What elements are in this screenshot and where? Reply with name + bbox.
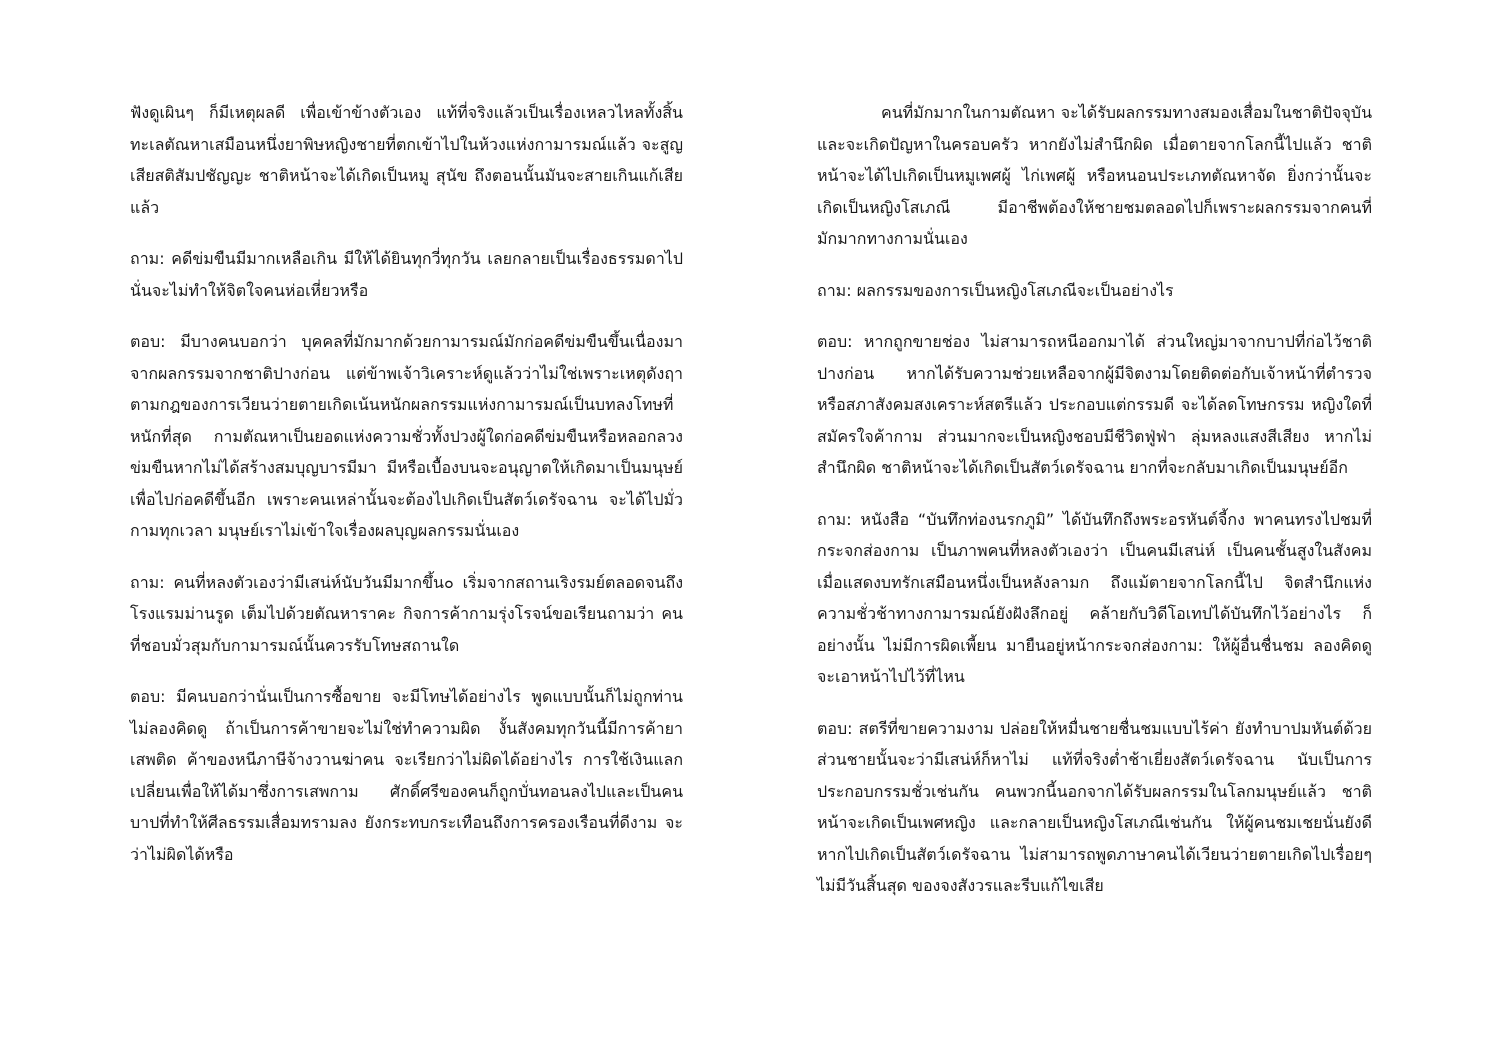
right-page [817,0,1372,1059]
right-paragraph-4-question: ถาม: หนังสือ “บันทึกท่องนรกภูมิ” ได้บันทึกถึงพระอรหันต์จี้กง พาคนทรงไปชมที่กระจกส่องกาม เป็นภาพคนที่หลงตัวเองว่า เป็นคนมีเสน่ห์ เป็นคนชั้นสูงในสังคม เมื่อแสดงบทรักเสมือนหนึ่งเป็นหลังลามก ถึงแม้ตายจากโลกนี้ไป จิตสำนึกแห่งความชั่วช้าทางกามารมณ์ยังฝังลึกอยู่ คล้ายกับวิดีโอเทปได้บันทึกไว้อย่างไร ก็อย่างนั้น ไม่มีการผิดเพี้ยน มายืนอยู่หน้ากระจกส่องกาม: ให้ผู้อื่นชื่นชม ลองคิดดู จะเอาหน้าไปไว้ที่ไหน [817,509,1372,686]
left-paragraph-2-question: ถาม: คดีข่มขืนมีมากเหลือเกิน มีให้ได้ยินทุกวี่ทุกวัน เลยกลายเป็นเรื่องธรรมดาไป นั่นจะไม่ทำให้จิตใจคนห่อเหี่ยวหรือ [130,249,683,300]
right-paragraph-3-answer: ตอบ: หากถูกขายช่อง ไม่สามารถหนีออกมาได้ ส่วนใหญ่มาจากบาปที่ก่อไว้ชาติปางก่อน หากได้รับความช่วยเหลือจากผู้มีจิตงามโดยติดต่อกับเจ้าหน้าที่ตำรวจหรือสภาสังคมสงเคราะห์สตรีแล้ว ประกอบแต่กรรมดี จะได้ลดโทษกรรม หญิงใดที่สมัครใจค้ากาม ส่วนมากจะเป็นหญิงชอบมีชีวิตฟู่ฟ่า ลุ่มหลงแสงสีเสียง หากไม่สำนึกผิด ชาติหน้าจะได้เกิดเป็นสัตว์เดรัจฉาน ยากที่จะกลับมาเกิดเป็นมนุษย์อีก [817,332,1372,477]
right-page-text-column [817,0,1372,902]
right-paragraph-2-question: ถาม: ผลกรรมของการเป็นหญิงโสเภณีจะเป็นอย่างไร [817,280,1174,300]
left-paragraph-3-answer: ตอบ: มีบางคนบอกว่า บุคคลที่มักมากด้วยกามารมณ์มักก่อคดีข่มขืนขึ้นเนื่องมาจากผลกรรมจากชาติปางก่อน แต่ข้าพเจ้าวิเคราะห์ดูแล้วว่าไม่ใช่เพราะเหตุดังฤา ตามกฎของการเวียนว่ายตายเกิดเน้นหนักผลกรรมแห่งกามารมณ์เป็นบทลงโทษที่หนักที่สุด กามตัณหาเป็นยอดแห่งความชั่วทั้งปวงผู้ใดก่อคดีข่มขืนหรือหลอกลวงข่มขืนหากไม่ได้สร้างสมบุญบารมีมา มีหรือเบื้องบนจะอนุญาตให้เกิดมาเป็นมนุษย์เพื่อไปก่อคดีขึ้นอีก เพราะคนเหล่านั้นจะต้องไปเกิดเป็นสัตว์เดรัจฉาน จะได้ไปมั่วกามทุกเวลา มนุษย์เราไม่เข้าใจเรื่องผลบุญผลกรรมนั่นเอง [130,332,683,540]
left-paragraph-4-question: ถาม: คนที่หลงตัวเองว่ามีเสน่ห์นับวันมีมากขึ้น๐ เริ่มจากสถานเริงรมย์ตลอดจนถึงโรงแรมม่านรูด เต็มไปด้วยตัณหาราคะ กิจการค้ากามรุ่งโรจน์ขอเรียนถามว่า คนที่ชอบมั่วสุมกับกามารมณ์นั้นควรรับโทษสถานใด [130,572,683,655]
right-paragraph-5-answer: ตอบ: สตรีที่ขายความงาม ปล่อยให้หมื่นชายชื่นชมแบบไร้ค่า ยังทำบาปมหันต์ด้วย ส่วนชายนั้นจะว่ามีเสน่ห์ก็หาไม่ แท้ที่จริงต่ำช้าเยี่ยงสัตว์เดรัจฉาน นับเป็นการประกอบกรรมชั่วเช่นกัน คนพวกนี้นอกจากได้รับผลกรรมในโลกมนุษย์แล้ว ชาติหน้าจะเกิดเป็นเพศหญิง และกลายเป็นหญิงโสเภณีเช่นกัน ให้ผู้คนชมเชยนั่นยังดี หากไปเกิดเป็นสัตว์เดรัจฉาน ไม่สามารถพูดภาษาคนได้เวียนว่ายตายเกิดไปเรื่อยๆ ไม่มีวันสิ้นสุด ของจงสังวรและรีบแก้ไขเสีย [817,718,1372,895]
right-paragraph-1: คนที่มักมากในกามตัณหา จะได้รับผลกรรมทางสมองเสื่อมในชาติปัจจุบัน และจะเกิดปัญหาในครอบครัว หากยังไม่สำนึกผิด เมื่อตายจากโลกนี้ไปแล้ว ชาติหน้าจะได้ไปเกิดเป็นหมูเพศผู้ ไก่เพศผู้ หรือหนอนประเภทตัณหาจัด ยิ่งกว่านั้นจะเกิดเป็นหญิงโสเภณี มีอาชีพต้องให้ชายชมตลอดไปก็เพราะผลกรรมจากคนที่มักมากทางกามนั่นเอง [817,103,1372,248]
left-page-text-column [130,0,683,870]
left-paragraph-1: ฟังดูเผินๆ ก็มีเหตุผลดี เพื่อเข้าข้างตัวเอง แท้ที่จริงแล้วเป็นเรื่องเหลวไหลทั้งสิ้น ทะเลตัณหาเสมือนหนึ่งยาพิษหญิงชายที่ตกเข้าไปในห้วงแห่งกามารมณ์แล้ว จะสูญเสียสติสัมปชัญญะ ชาติหน้าจะได้เกิดเป็นหมู สุนัข ถึงตอนนั้นมันจะสายเกินแก้เสียแล้ว [130,103,683,217]
left-paragraph-5-answer: ตอบ: มีคนบอกว่านั่นเป็นการซื้อขาย จะมีโทษได้อย่างไร พูดแบบนั้นก็ไม่ถูกท่านไม่ลองคิดดู ถ้าเป็นการค้าขายจะไม่ใช่ทำความผิด งั้นสังคมทุกวันนี้มีการค้ายาเสพติด ค้าของหนีภาษีจ้างวานฆ่าคน จะเรียกว่าไม่ผิดได้อย่างไร การใช้เงินแลกเปลี่ยนเพื่อให้ได้มาซึ่งการเสพกาม ศักดิ์ศรีของคนก็ถูกบั่นทอนลงไปและเป็นคนบาปที่ทำให้ศีลธรรมเสื่อมทรามลง ยังกระทบกระเทือนถึงการครองเรือนที่ดีงาม จะว่าไม่ผิดได้หรือ [130,687,683,864]
left-page [130,0,683,1059]
